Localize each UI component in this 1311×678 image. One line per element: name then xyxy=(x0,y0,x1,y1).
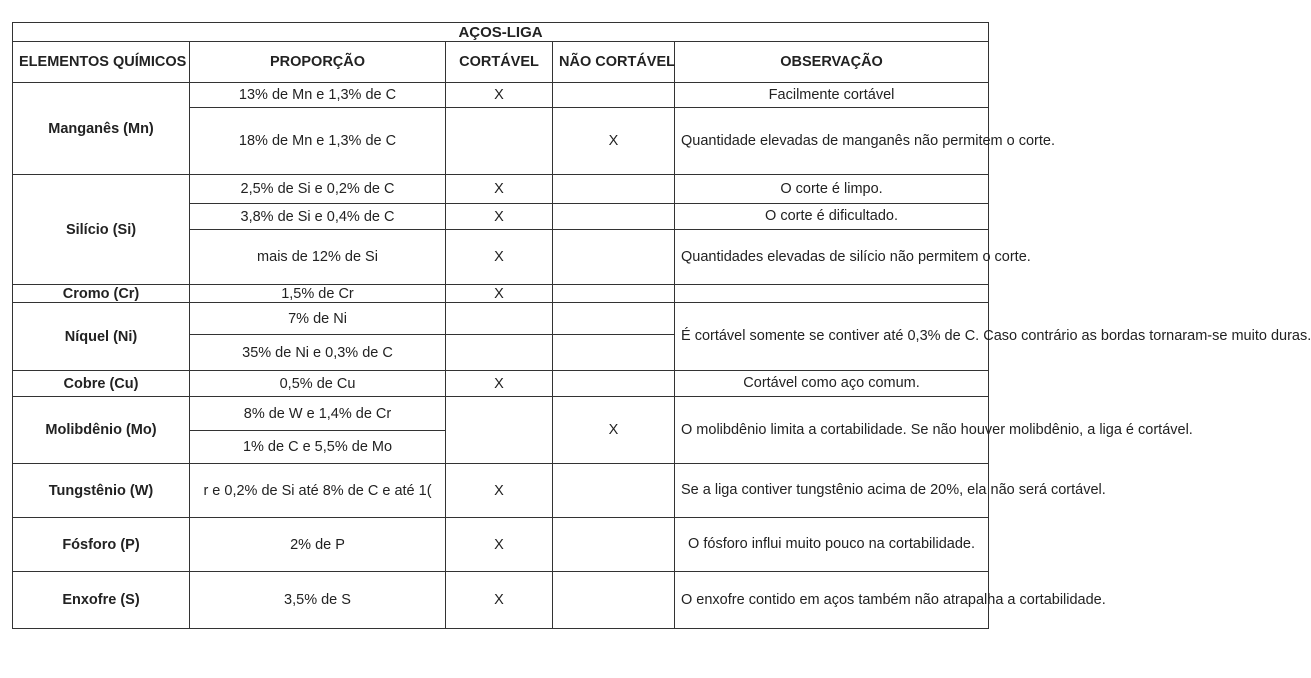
element-cell: Molibdênio (Mo) xyxy=(13,397,190,464)
proportion-cell: 3,5% de S xyxy=(190,572,446,629)
header-observation: OBSERVAÇÃO xyxy=(675,42,989,83)
observation-cell: O corte é limpo. xyxy=(675,175,989,204)
cuttable-cell: X xyxy=(446,175,553,204)
observation-cell xyxy=(675,285,989,303)
proportion-cell: 2,5% de Si e 0,2% de C xyxy=(190,175,446,204)
element-cell: Enxofre (S) xyxy=(13,572,190,629)
not-cuttable-cell xyxy=(553,335,675,371)
not-cuttable-cell xyxy=(553,204,675,230)
observation-cell: Quantidade elevadas de manganês não permitem o corte. xyxy=(675,108,989,175)
header-proportion: PROPORÇÃO xyxy=(190,42,446,83)
cuttable-cell xyxy=(446,108,553,175)
header-not-cuttable: NÃO CORTÁVEL xyxy=(553,42,675,83)
cuttable-cell xyxy=(446,303,553,335)
cuttable-cell: X xyxy=(446,371,553,397)
observation-cell: O fósforo influi muito pouco na cortabilidade. xyxy=(675,518,989,572)
observation-cell: Facilmente cortável xyxy=(675,83,989,108)
element-cell: Tungstênio (W) xyxy=(13,464,190,518)
observation-cell: O molibdênio limita a cortabilidade. Se não houver molibdênio, a liga é cortável. xyxy=(675,397,989,464)
proportion-cell: 35% de Ni e 0,3% de C xyxy=(190,335,446,371)
element-cell: Cromo (Cr) xyxy=(13,285,190,303)
proportion-cell: 2% de P xyxy=(190,518,446,572)
cuttable-cell: X xyxy=(446,204,553,230)
element-cell: Silício (Si) xyxy=(13,175,190,285)
proportion-text: r e 0,2% de Si até 8% de C e até 1( xyxy=(203,482,432,499)
observation-cell: Quantidades elevadas de silício não permitem o corte. xyxy=(675,230,989,285)
proportion-cell: 7% de Ni xyxy=(190,303,446,335)
cuttable-cell: X xyxy=(446,83,553,108)
not-cuttable-cell xyxy=(553,518,675,572)
proportion-cell: 1,5% de Cr xyxy=(190,285,446,303)
cuttable-cell xyxy=(446,397,553,464)
proportion-cell: 1% de C e 5,5% de Mo xyxy=(190,431,446,464)
header-elements: ELEMENTOS QUÍMICOS xyxy=(13,42,190,83)
cuttable-cell: X xyxy=(446,572,553,629)
not-cuttable-cell xyxy=(553,175,675,204)
element-cell: Níquel (Ni) xyxy=(13,303,190,371)
proportion-cell: 3,8% de Si e 0,4% de C xyxy=(190,204,446,230)
proportion-cell xyxy=(190,464,446,518)
not-cuttable-cell xyxy=(553,371,675,397)
proportion-cell: 13% de Mn e 1,3% de C xyxy=(190,83,446,108)
observation-cell: Cortável como aço comum. xyxy=(675,371,989,397)
not-cuttable-cell xyxy=(553,303,675,335)
not-cuttable-cell xyxy=(553,285,675,303)
cuttable-cell: X xyxy=(446,518,553,572)
cuttable-cell xyxy=(446,335,553,371)
observation-cell: O enxofre contido em aços também não atrapalha a cortabilidade. xyxy=(675,572,989,629)
not-cuttable-cell: X xyxy=(553,397,675,464)
not-cuttable-cell xyxy=(553,572,675,629)
element-cell: Cobre (Cu) xyxy=(13,371,190,397)
table-title: AÇOS-LIGA xyxy=(13,23,989,42)
observation-cell: É cortável somente se contiver até 0,3% de C. Caso contrário as bordas tornaram-se muito duras. xyxy=(675,303,989,371)
alloy-steel-table xyxy=(12,22,1311,629)
proportion-cell: mais de 12% de Si xyxy=(190,230,446,285)
not-cuttable-cell xyxy=(553,230,675,285)
observation-cell: O corte é dificultado. xyxy=(675,204,989,230)
not-cuttable-cell: X xyxy=(553,108,675,175)
header-cuttable: CORTÁVEL xyxy=(446,42,553,83)
element-cell: Manganês (Mn) xyxy=(13,83,190,175)
cuttable-cell: X xyxy=(446,464,553,518)
proportion-cell: 0,5% de Cu xyxy=(190,371,446,397)
not-cuttable-cell xyxy=(553,83,675,108)
proportion-cell: 18% de Mn e 1,3% de C xyxy=(190,108,446,175)
cuttable-cell: X xyxy=(446,230,553,285)
not-cuttable-cell xyxy=(553,464,675,518)
observation-cell: Se a liga contiver tungstênio acima de 20%, ela não será cortável. xyxy=(675,464,989,518)
cuttable-cell: X xyxy=(446,285,553,303)
proportion-cell: 8% de W e 1,4% de Cr xyxy=(190,397,446,431)
element-cell: Fósforo (P) xyxy=(13,518,190,572)
